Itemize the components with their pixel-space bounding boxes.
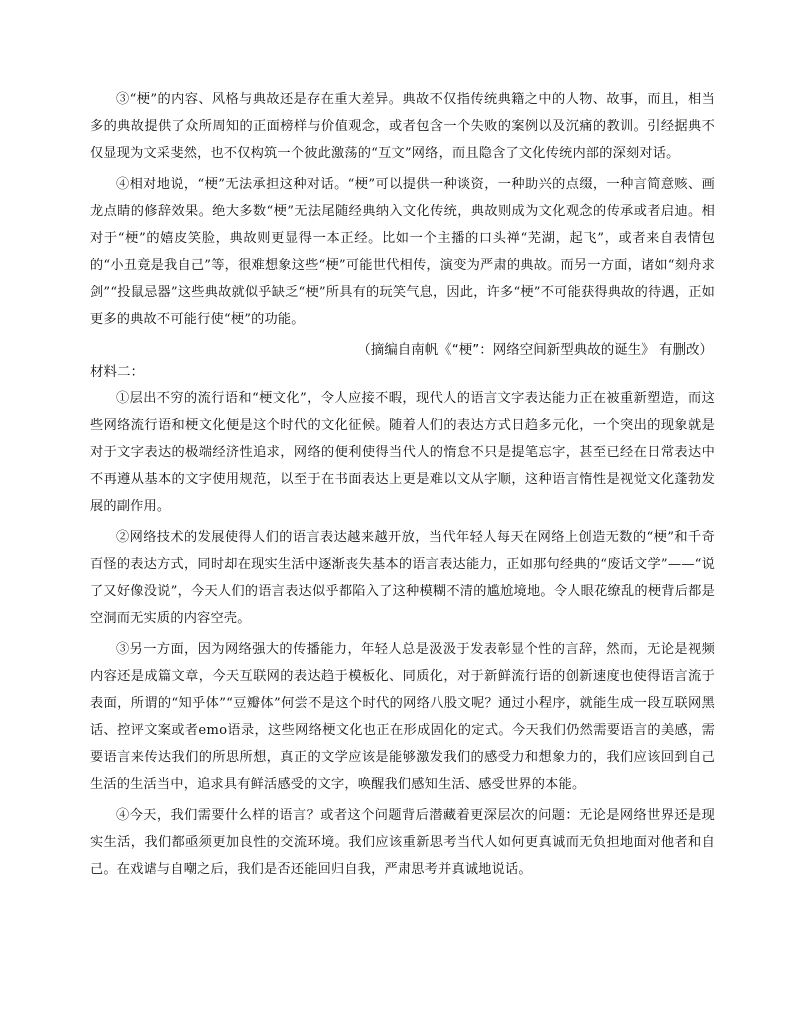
material-one-paragraph-3: ③“梗”的内容、风格与典故还是存在重大差异。典故不仅指传统典籍之中的人物、故事，而且，相当多的典故提供了众所周知的正面榜样与价值观念，或者包含一个失败的案例以及沉痛的教训。引经据典不仅显现为文采斐然，也不仅构筑一个彼此激荡的“互文”网络，而且隐含了文化传统内部的深刻对话。 (90, 92, 715, 161)
material-two-heading: 材料二： (90, 364, 144, 380)
document-body (90, 86, 715, 883)
material-one-paragraph-4: ④相对地说，“梗”无法承担这种对话。“梗”可以提供一种谈资，一种助兴的点缀，一种言简意赅、画龙点睛的修辞效果。绝大多数“梗”无法尾随经典纳入文化传统，典故则成为文化观念的传承或者启迪。相对于“梗”的嬉皮笑脸，典故则更显得一本正经。比如一个主播的口头禅“芜湖，起飞”，或者来自表情包的“小丑竟是我自己”等，很难想象这些“梗”可能世代相传，演变为严肃的典故。而另一方面，诸如“刻舟求剑”“投鼠忌器”这些典故就似乎缺乏“梗”所具有的玩笑气息，因此，许多“梗”不可能获得典故的待遇，正如更多的典故不可能行使“梗”的功能。 (90, 177, 715, 327)
material-two-paragraph-4: ④今天，我们需要什么样的语言？或者这个问题背后潜藏着更深层次的问题：无论是网络世界还是现实生活，我们都亟须更加良性的交流环境。我们应该重新思考当代人如何更真诚而无负担地面对他者和自己。在戏谑与自嘲之后，我们是否还能回归自我，严肃思考并真诚地说话。 (90, 808, 715, 877)
material-two-paragraph-2: ②网络技术的发展使得人们的语言表达越来越开放，当代年轻人每天在网络上创造无数的“梗”和千奇百怪的表达方式，同时却在现实生活中逐渐丧失基本的语言表达能力，正如那句经典的“废话文学”——“说了又好像没说”，今天人们的语言表达似乎都陷入了这种模糊不清的尴尬境地。令人眼花缭乱的梗背后都是空洞而无实质的内容空壳。 (90, 530, 715, 626)
material-two-paragraph-3: ③另一方面，因为网络强大的传播能力，年轻人总是汲汲于发表彰显个性的言辞，然而，无论是视频内容还是成篇文章，今天互联网的表达趋于模板化、同质化，对于新鲜流行语的创新速度也使得语言流于表面，所谓的“知乎体”“豆瓣体”何尝不是这个时代的网络八股文呢？通过小程序，就能生成一段互联网黑话、控评文案或者emo语录，这些网络梗文化也正在形成固化的定式。今天我们仍然需要语言的美感，需要语言来传达我们的所思所想，真正的文学应该是能够激发我们的感受力和想象力的，我们应该回到自己生活的生活当中，追求具有鲜活感受的文字，唤醒我们感知生活、感受世界的本能。 (90, 642, 715, 792)
material-one-source: （摘编自南帆《“梗”：网络空间新型典故的诞生》 有删改） (357, 342, 713, 358)
material-two-paragraph-1: ①层出不穷的流行语和“梗文化”，令人应接不暇，现代人的语言文字表达能力正在被重新塑造，而这些网络流行语和梗文化便是这个时代的文化征候。随着人们的表达方式日趋多元化，一个突出的现象就是对于文字表达的极端经济性追求，网络的便利使得当代人的惰怠不只是提笔忘字，甚至已经在日常表达中不再遵从基本的文字使用规范，以至于在书面表达上更是难以文从字顺，这种语言惰性是视觉文化蓬勃发展的副作用。 (90, 391, 715, 514)
